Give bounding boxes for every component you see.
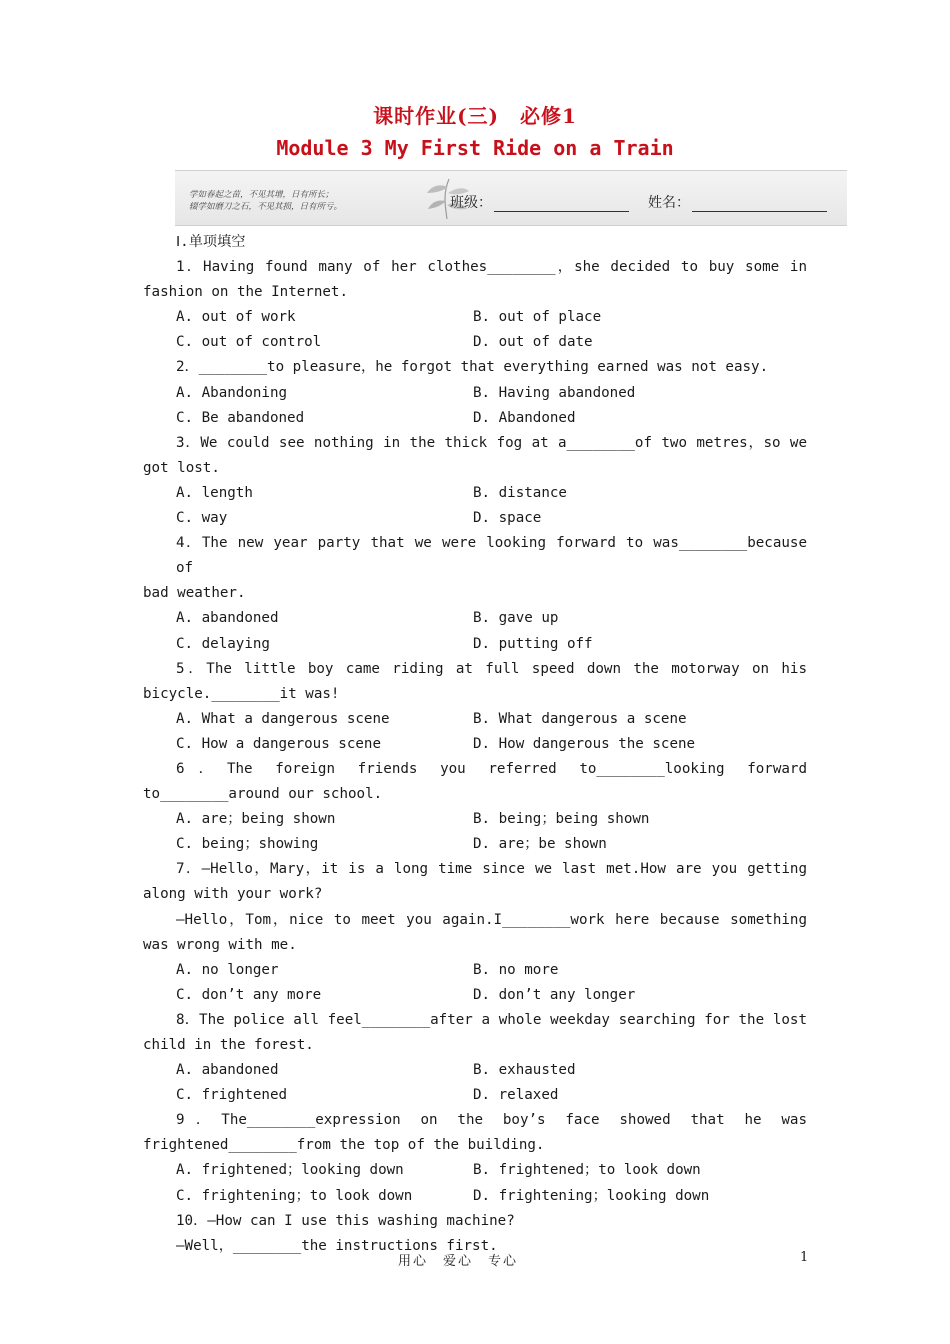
- question-6-option-c[interactable]: C. being；showing: [176, 836, 319, 853]
- question-5-option-a[interactable]: A. What a dangerous scene: [176, 710, 390, 727]
- question-6-option-d[interactable]: D. are；be shown: [473, 836, 607, 853]
- page-title-chinese: 课时作业(三) 必修1: [373, 104, 577, 128]
- question-2-option-b[interactable]: B. Having abandoned: [473, 384, 636, 401]
- question-7-options-row-2: [143, 983, 807, 1008]
- header-banner: [175, 170, 847, 226]
- section-heading: Ⅰ.单项填空: [176, 234, 246, 250]
- question-6-stem-line-1: 6．The foreign friends you referred to________looking forward: [176, 760, 807, 777]
- question-6-option-a[interactable]: A. are；being shown: [176, 811, 336, 828]
- page-number: 1: [800, 1250, 809, 1265]
- question-5-stem-line-1: 5．The little boy came riding at full speed down the motorway on his: [176, 660, 807, 677]
- question-4-stem-line-2: bad weather.: [143, 585, 246, 602]
- question-1-stem-line-2: fashion on the Internet.: [143, 284, 348, 301]
- footer-motto: 用心 爱心 专心: [398, 1254, 519, 1269]
- question-list: [143, 230, 807, 1259]
- question-4-stem-line-1: 4．The new year party that we were looking forward to was________because of: [176, 535, 807, 577]
- question-1-option-c[interactable]: C. out of control: [176, 334, 322, 351]
- name-field[interactable]: [648, 192, 827, 212]
- question-4-option-d[interactable]: D. putting off: [473, 635, 593, 652]
- class-blank[interactable]: [494, 197, 629, 212]
- motto-line-1: 学如春起之苗，不见其增，日有所长；: [189, 190, 334, 200]
- question-6-options-row-1: [143, 807, 807, 832]
- question-7-option-a[interactable]: A. no longer: [176, 961, 279, 978]
- question-2-options-row-1: [143, 381, 807, 406]
- question-6-option-b[interactable]: B. being；being shown: [473, 811, 650, 828]
- question-5-option-d[interactable]: D. How dangerous the scene: [473, 735, 696, 752]
- question-7-stem-line-2: along with your work?: [143, 886, 323, 903]
- question-8-option-d[interactable]: D. relaxed: [473, 1087, 559, 1104]
- question-9-option-d[interactable]: D. frightening；looking down: [473, 1187, 710, 1204]
- question-5-options-row-1: [143, 707, 807, 732]
- question-8-options-row-2: [143, 1083, 807, 1108]
- question-9-stem-line-2: frightened________from the top of the building.: [143, 1137, 545, 1154]
- question-7-option-b[interactable]: B. no more: [473, 961, 559, 978]
- question-8-options-row-1: [143, 1058, 807, 1083]
- question-8-option-c[interactable]: C. frightened: [176, 1087, 288, 1104]
- question-2-stem-line-1: 2．________to pleasure，he forgot that everything earned was not easy.: [176, 359, 769, 376]
- question-4-options-row-1: [143, 606, 807, 631]
- name-label: 姓名：: [648, 195, 690, 211]
- question-4-option-c[interactable]: C. delaying: [176, 635, 270, 652]
- question-5-stem-line-2: bicycle.________it was!: [143, 685, 340, 702]
- question-8-option-a[interactable]: A. abandoned: [176, 1062, 279, 1079]
- question-6-options-row-2: [143, 832, 807, 857]
- question-4-option-b[interactable]: B. gave up: [473, 610, 559, 627]
- question-4-option-a[interactable]: A. abandoned: [176, 610, 279, 627]
- question-9-option-b[interactable]: B. frightened；to look down: [473, 1162, 701, 1179]
- question-9-stem-line-1: 9．The________expression on the boy’s face showed that he was: [176, 1112, 807, 1129]
- motto-line-2: 辍学如磨刀之石，不见其损，日有所亏。: [189, 202, 343, 212]
- question-1-option-a[interactable]: A. out of work: [176, 309, 296, 326]
- question-8-stem-line-1: 8．The police all feel________after a whole weekday searching for the lost: [176, 1011, 807, 1028]
- question-7-stem-line-3: —Hello，Tom，nice to meet you again.I________work here because something: [176, 911, 807, 928]
- question-7-stem-line-1: 7．—Hello，Mary，it is a long time since we last met.How are you getting: [176, 861, 807, 878]
- question-2-option-c[interactable]: C. Be abandoned: [176, 409, 305, 426]
- question-7-stem-line-4: was wrong with me.: [143, 936, 297, 953]
- question-1-option-b[interactable]: B. out of place: [473, 309, 602, 326]
- question-3-option-a[interactable]: A. length: [176, 484, 253, 501]
- question-8-option-b[interactable]: B. exhausted: [473, 1062, 576, 1079]
- question-3-option-c[interactable]: C. way: [176, 510, 228, 527]
- question-7-option-c[interactable]: C. don’t any more: [176, 986, 322, 1003]
- question-1-option-d[interactable]: D. out of date: [473, 334, 593, 351]
- question-3-options-row-2: [143, 506, 807, 531]
- class-label: 班级：: [450, 195, 492, 211]
- question-1-options-row-1: [143, 305, 807, 330]
- class-field[interactable]: [450, 192, 629, 212]
- question-3-option-b[interactable]: B. distance: [473, 484, 567, 501]
- question-10-stem-line-1: 10．—How can I use this washing machine?: [176, 1212, 515, 1229]
- question-10-stem-line-2: —Well，________the instructions first.: [176, 1237, 498, 1254]
- question-1-options-row-2: [143, 330, 807, 355]
- question-1-stem-line-1: 1．Having found many of her clothes________，she decided to buy some in: [176, 259, 807, 276]
- question-3-stem-line-2: got lost.: [143, 459, 220, 476]
- question-2-option-d[interactable]: D. Abandoned: [473, 409, 576, 426]
- question-8-stem-line-2: child in the forest.: [143, 1037, 314, 1053]
- question-4-options-row-2: [143, 632, 807, 657]
- question-9-option-c[interactable]: C. frightening；to look down: [176, 1187, 413, 1204]
- question-7-option-d[interactable]: D. don’t any longer: [473, 986, 636, 1003]
- banner-motto: [189, 189, 342, 213]
- question-6-stem-line-2: to________around our school.: [143, 786, 383, 803]
- question-3-options-row-1: [143, 481, 807, 506]
- question-5-options-row-2: [143, 732, 807, 757]
- question-5-option-c[interactable]: C. How a dangerous scene: [176, 735, 381, 752]
- name-blank[interactable]: [692, 197, 827, 212]
- question-2-options-row-2: [143, 406, 807, 431]
- question-2-option-a[interactable]: A. Abandoning: [176, 384, 288, 401]
- question-5-option-b[interactable]: B. What dangerous a scene: [473, 710, 687, 727]
- question-3-option-d[interactable]: D. space: [473, 510, 542, 527]
- question-9-options-row-2: [143, 1184, 807, 1209]
- question-7-options-row-1: [143, 958, 807, 983]
- page-title-english: Module 3 My First Ride on a Train: [276, 136, 674, 160]
- question-9-options-row-1: [143, 1158, 807, 1183]
- question-9-option-a[interactable]: A. frightened；looking down: [176, 1162, 404, 1179]
- question-3-stem-line-1: 3．We could see nothing in the thick fog at a________of two metres，so we: [176, 434, 807, 451]
